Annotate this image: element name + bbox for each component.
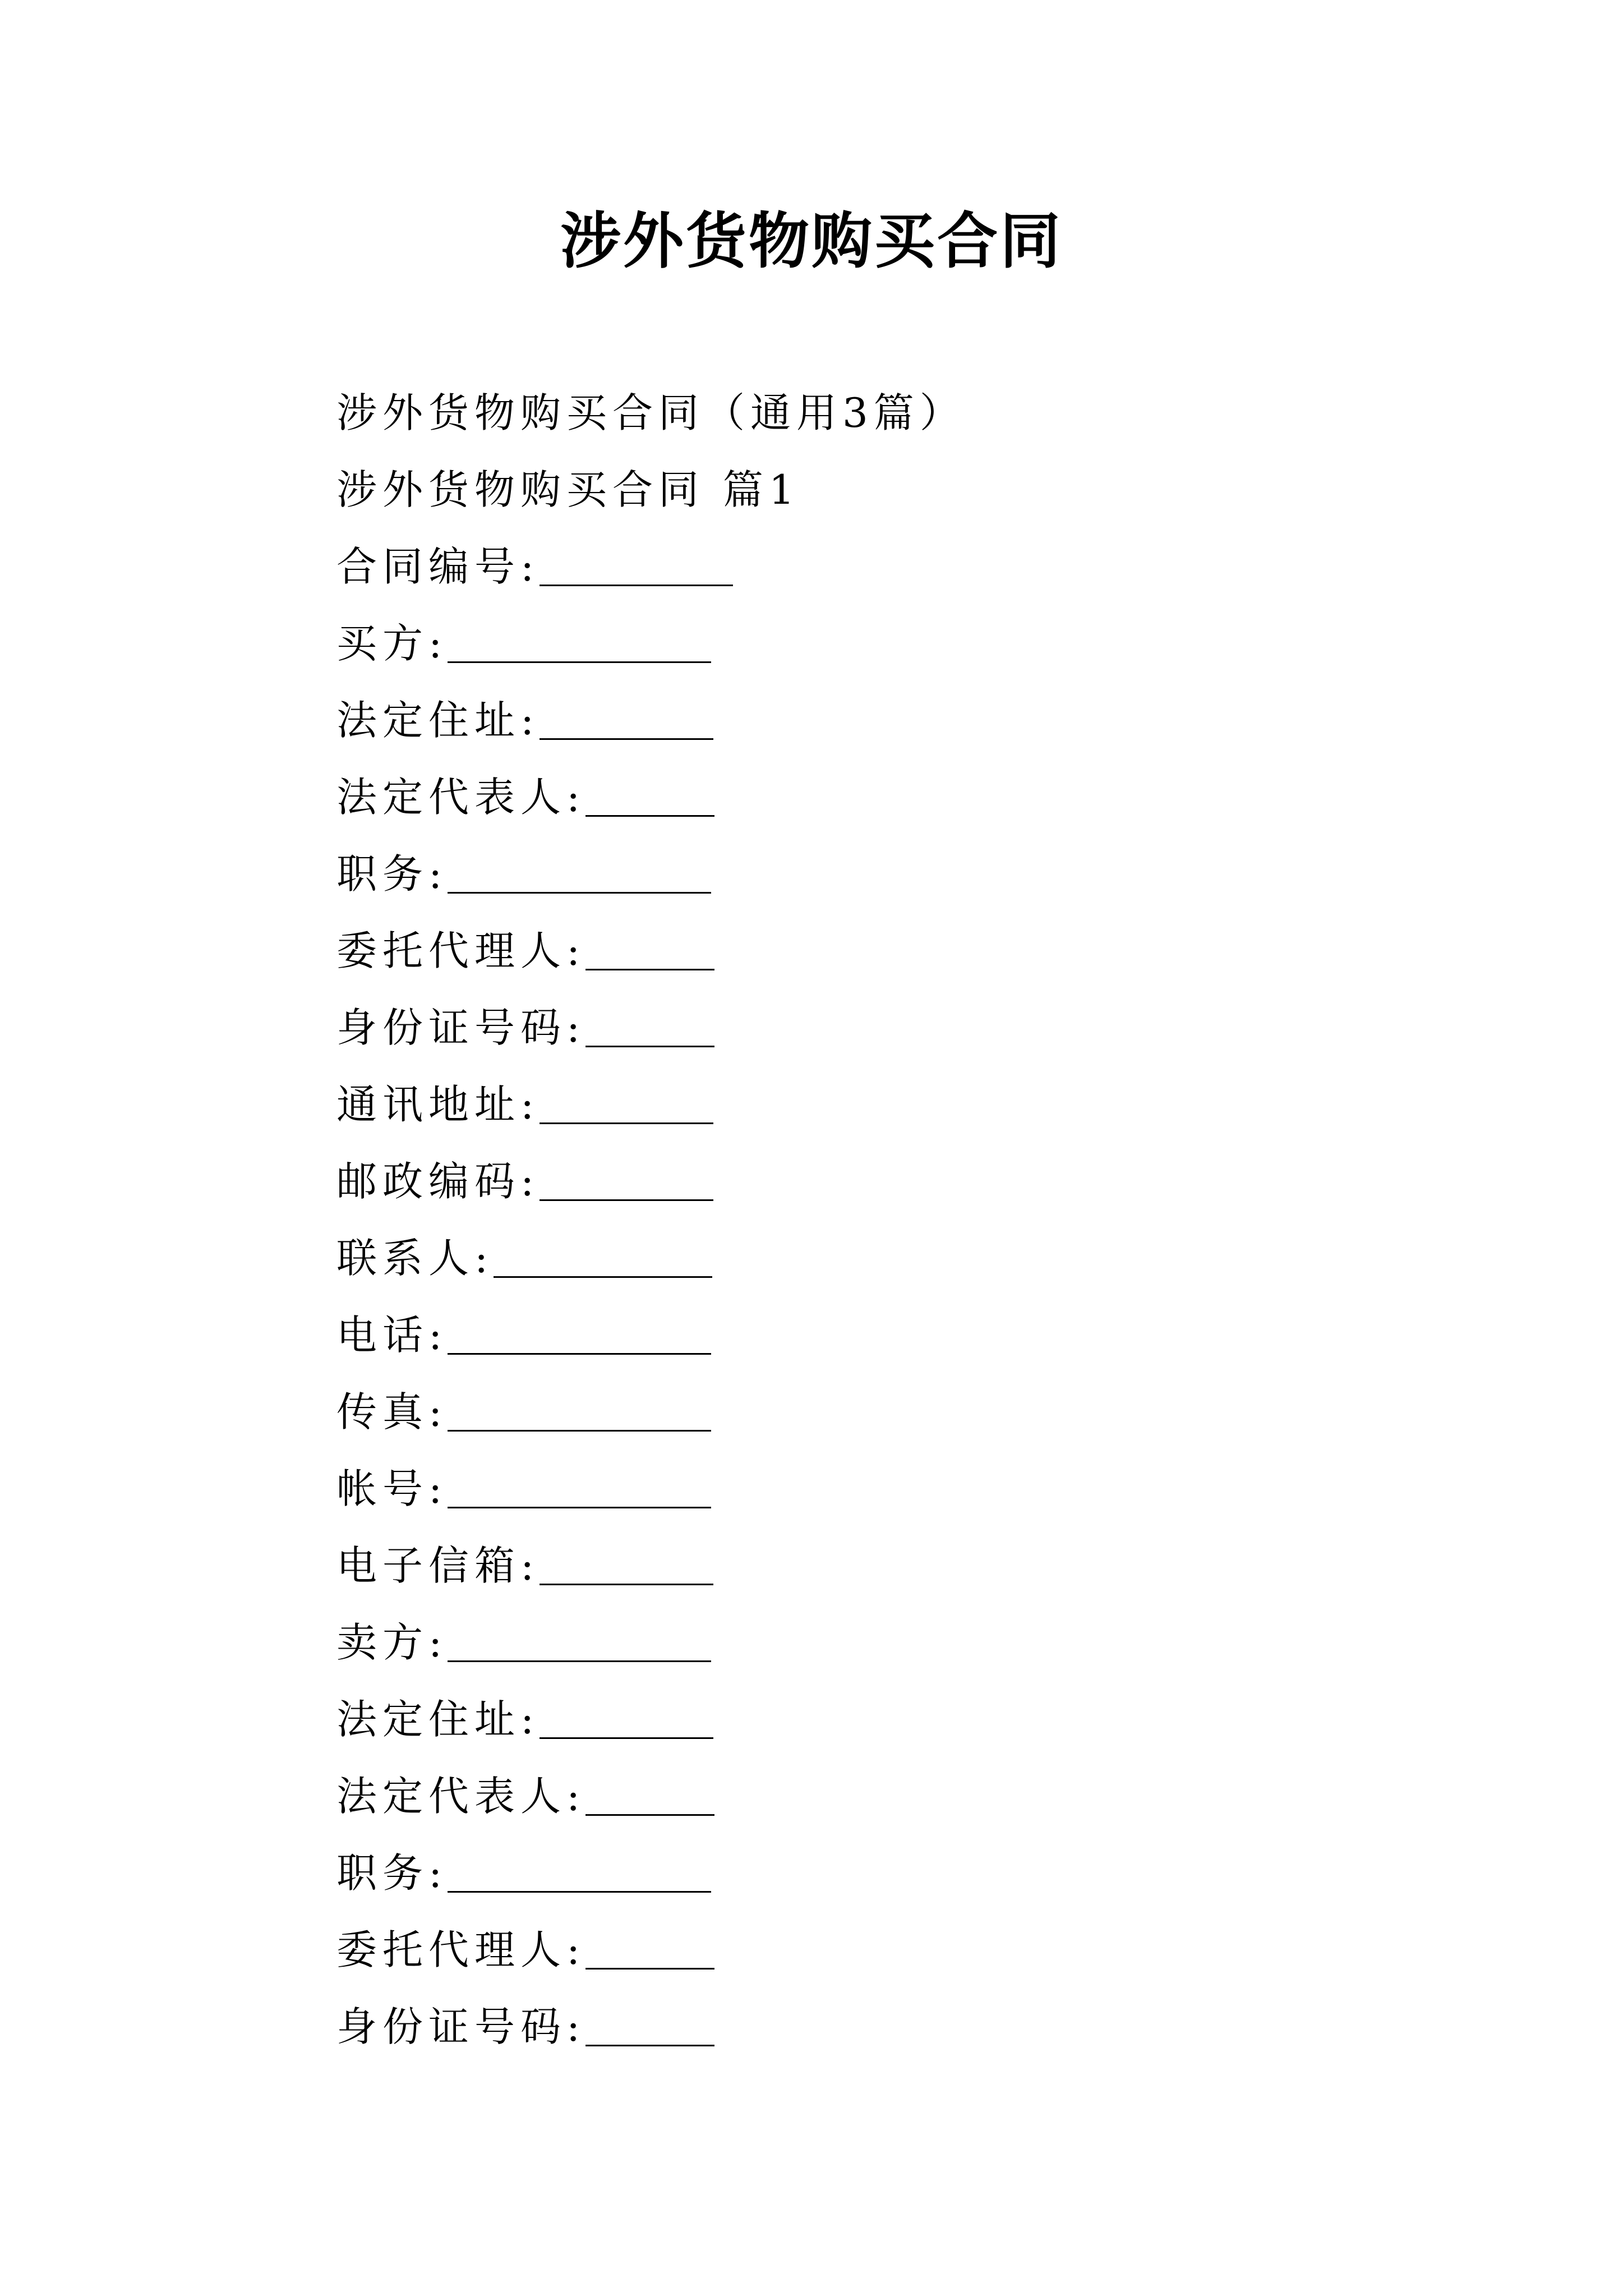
field-label: 卖方:	[336, 1619, 448, 1666]
field-row-id-number	[336, 990, 1458, 1066]
fill-in-blank	[585, 740, 714, 817]
field-row-account	[336, 1451, 1458, 1527]
fill-in-blank	[540, 509, 733, 586]
field-label: 帐号:	[336, 1465, 448, 1512]
fill-in-blank	[540, 663, 713, 740]
document-subtitle: 涉外货物购买合同（通用3篇）	[336, 389, 966, 436]
field-label: 职务:	[336, 1849, 448, 1897]
field-label: 邮政编码:	[336, 1158, 540, 1205]
field-row-seller-legal-address	[336, 1681, 1458, 1758]
field-label: 职务:	[336, 850, 448, 898]
field-label: 法定住址:	[336, 1696, 540, 1743]
fill-in-blank	[448, 1278, 711, 1355]
field-row-seller-id-number	[336, 1989, 1458, 2065]
field-label: 联系人:	[336, 1235, 494, 1282]
fill-in-blank	[585, 1893, 714, 1970]
field-label: 电话:	[336, 1312, 448, 1359]
fill-in-blank	[540, 1508, 713, 1585]
field-label: 法定住址:	[336, 697, 540, 744]
field-row-seller	[336, 1604, 1458, 1681]
field-label: 电子信箱:	[336, 1542, 540, 1589]
field-row-position	[336, 836, 1458, 913]
field-label: 委托代理人:	[336, 927, 586, 974]
field-label: 身份证号码:	[336, 2003, 586, 2050]
field-label: 身份证号码:	[336, 1004, 586, 1051]
fill-in-blank	[540, 1662, 713, 1739]
field-row-seller-position	[336, 1835, 1458, 1912]
field-label: 买方:	[336, 620, 448, 667]
fill-in-blank	[585, 1739, 714, 1816]
fill-in-blank	[585, 1970, 714, 2046]
fill-in-blank	[448, 1816, 711, 1893]
fill-in-blank	[585, 970, 714, 1047]
fill-in-blank	[494, 1201, 712, 1278]
document-body	[336, 375, 1458, 2065]
field-label: 合同编号:	[336, 543, 540, 590]
fill-in-blank	[448, 1432, 711, 1508]
field-row-authorized-agent	[336, 913, 1458, 990]
fill-in-blank	[448, 1355, 711, 1432]
field-row-buyer	[336, 605, 1458, 682]
field-label: 通讯地址:	[336, 1081, 540, 1128]
fill-in-blank	[540, 1124, 713, 1201]
field-label: 法定代表人:	[336, 1773, 586, 1820]
fill-in-blank	[540, 1047, 713, 1124]
fill-in-blank	[448, 586, 711, 663]
field-label: 委托代理人:	[336, 1926, 586, 1973]
field-label: 传真:	[336, 1388, 448, 1435]
fill-in-blank	[448, 1585, 711, 1662]
fill-in-blank	[448, 817, 711, 894]
document-title: 涉外货物购买合同	[560, 206, 1063, 277]
field-row-seller-authorized-agent	[336, 1912, 1458, 1989]
field-row-legal-address	[336, 682, 1458, 759]
field-label: 法定代表人:	[336, 774, 586, 821]
field-row-mailing-address	[336, 1066, 1458, 1143]
fill-in-blank	[585, 894, 714, 970]
section-heading: 涉外货物购买合同 篇1	[336, 466, 800, 513]
